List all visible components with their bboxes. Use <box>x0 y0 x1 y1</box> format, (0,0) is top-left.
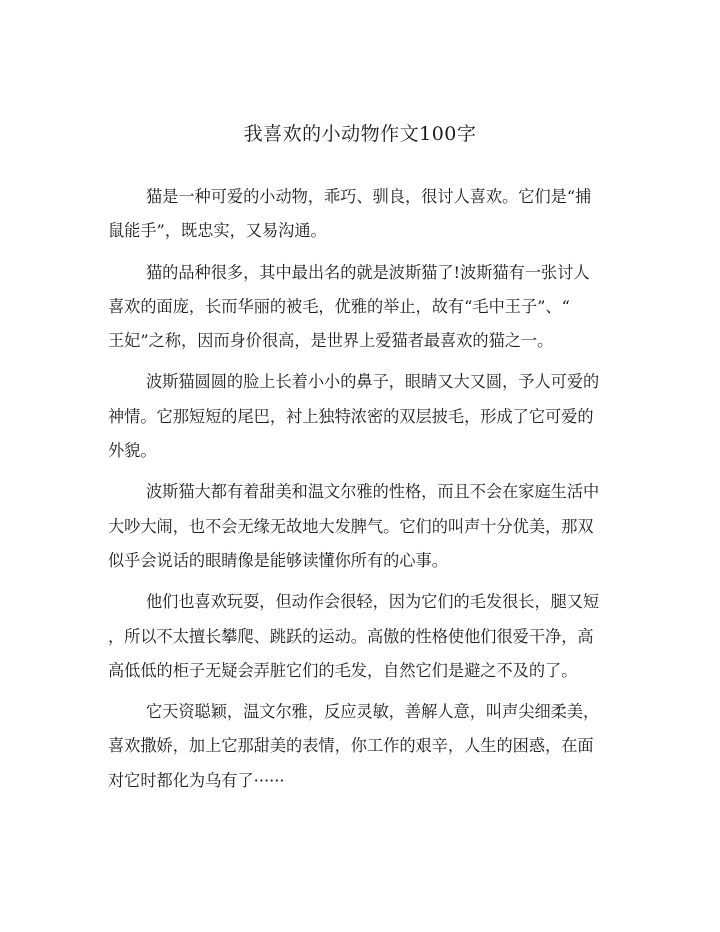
paragraph-5 <box>108 585 613 688</box>
paragraph-2 <box>108 256 613 359</box>
text-line: 他们也喜欢玩耍，但动作会很轻，因为它们的毛发很长，腿又短 <box>146 592 600 612</box>
text-line: 波斯猫圆圆的脸上长着小小的鼻子，眼睛又大又圆，予人可爱的 <box>146 372 600 392</box>
paragraph-4 <box>108 475 613 578</box>
text-line: 大吵大闹，也不会无缘无故地大发脾气。它们的叫声十分优美，那双 <box>108 516 594 536</box>
text-line: ，所以不太擅长攀爬、跳跃的运动。高傲的性格使他们很爱干净，高 <box>108 626 594 646</box>
paragraph-1 <box>108 180 613 249</box>
text-line: 波斯猫大都有着甜美和温文尔雅的性格，而且不会在家庭生活中 <box>146 482 600 502</box>
essay-body <box>108 180 613 805</box>
text-line: 王妃”之称，因而身价很高，是世界上爱猫者最喜欢的猫之一。 <box>108 331 554 351</box>
document-title: 我喜欢的小动物作文100字 <box>243 123 477 145</box>
text-line: 神情。它那短短的尾巴，衬上独特浓密的双层披毛，形成了它可爱的 <box>108 406 594 426</box>
text-line: 外貌。 <box>108 441 157 461</box>
text-line: 猫是一种可爱的小动物，乖巧、驯良，很讨人喜欢。它们是“捕 <box>146 187 592 206</box>
paragraph-6 <box>108 695 613 798</box>
text-line: 猫的品种很多，其中最出名的就是波斯猫了!波斯猫有一张讨人 <box>146 262 590 282</box>
text-line: 似乎会说话的眼睛像是能够读懂你所有的心事。 <box>108 550 448 570</box>
paragraph-3 <box>108 365 613 468</box>
text-line: 对它时都化为乌有了······ <box>108 770 285 790</box>
text-line: 高低低的柜子无疑会弄脏它们的毛发，自然它们是避之不及的了。 <box>108 660 578 680</box>
text-line: 它天资聪颖，温文尔雅，反应灵敏，善解人意，叫声尖细柔美， <box>146 702 600 722</box>
text-line: 喜欢撒娇，加上它那甜美的表情，你工作的艰辛，人生的困惑，在面 <box>108 736 594 756</box>
text-line: 喜欢的面庞，长而华丽的被毛，优雅的举止，故有“毛中王子”、“ <box>108 296 570 316</box>
text-line: 鼠能手”，既忠实，又易沟通。 <box>108 221 327 241</box>
